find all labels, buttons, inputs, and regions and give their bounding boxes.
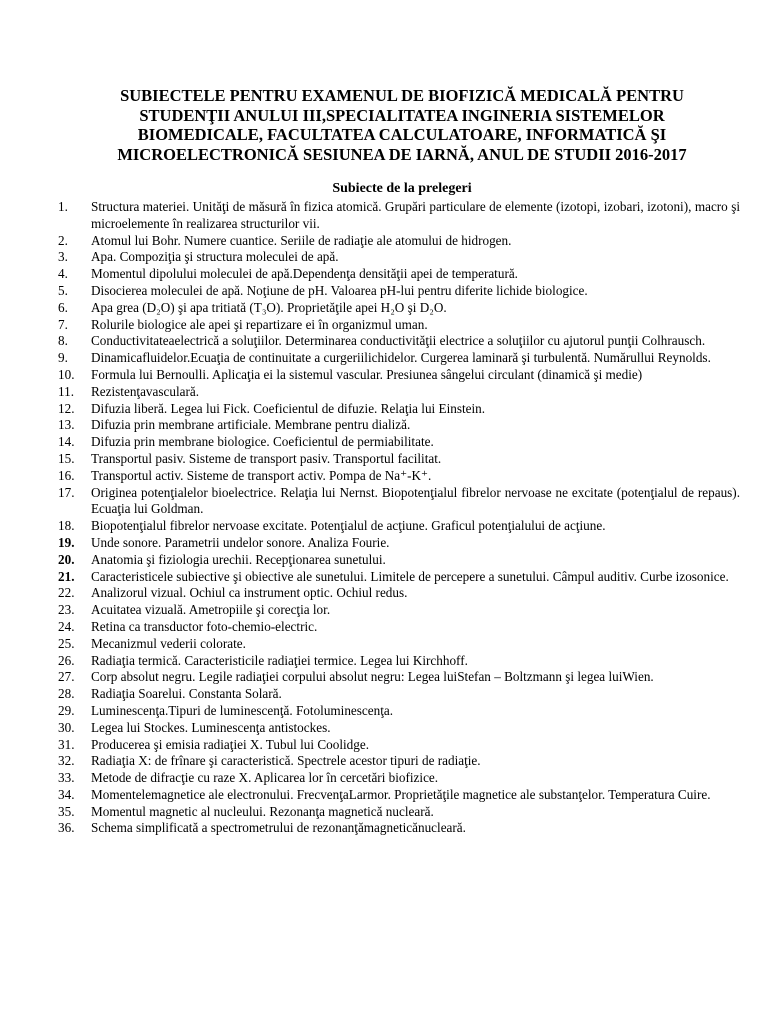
topic-text: Radiaţia Soarelui. Constanta Solară.	[91, 686, 282, 702]
topic-text: Anatomia şi fiziologia urechii. Recepţionarea sunetului.	[91, 551, 386, 567]
list-item	[58, 199, 740, 233]
list-item	[58, 619, 740, 636]
topic-number: 18.	[58, 518, 75, 534]
topic-number: 25.	[58, 635, 75, 651]
topic-number: 34.	[58, 786, 75, 802]
list-item	[58, 401, 740, 418]
list-item	[58, 787, 740, 804]
topic-number: 33.	[58, 770, 75, 786]
topic-text: Unde sonore. Parametrii undelor sonore. Analiza Fourie.	[91, 534, 390, 550]
topic-text: Rolurile biologice ale apei şi repartizare ei în organizmul uman.	[91, 316, 428, 332]
topic-text: Transportul pasiv. Sisteme de transport pasiv. Transportul facilitat.	[91, 450, 442, 466]
topic-number: 2.	[58, 232, 68, 248]
list-item	[58, 737, 740, 754]
topic-number: 26.	[58, 652, 75, 668]
list-item	[58, 350, 740, 367]
topic-number: 30.	[58, 719, 75, 735]
list-item	[58, 552, 740, 569]
list-item	[58, 518, 740, 535]
list-item	[58, 300, 740, 317]
list-item	[58, 585, 740, 602]
list-item	[58, 249, 740, 266]
topic-text: Difuzia liberă. Legea lui Fick. Coeficientul de difuzie. Relaţia lui Einstein.	[91, 400, 486, 416]
topic-number: 20.	[58, 551, 75, 567]
topic-text: Apa grea (D₂O) şi apa tritiată (T₃O). Proprietăţile apei H₂O şi D₂O.	[91, 299, 447, 315]
topic-number: 21.	[58, 568, 75, 584]
list-item	[58, 384, 740, 401]
list-item	[58, 820, 740, 837]
topic-text: Atomul lui Bohr. Numere cuantice. Seriile de radiaţie ale atomului de hidrogen.	[91, 232, 512, 248]
topic-number: 29.	[58, 702, 75, 718]
topic-number: 28.	[58, 686, 75, 702]
topic-number: 10.	[58, 366, 75, 382]
topic-number: 9.	[58, 350, 68, 366]
topic-text: Structura materiei. Unităţi de măsură în fizica atomică. Grupări particulare de elemente (izotopi, izobari, izotoni), macro şi microelemente în realizarea structurilor vii.	[91, 199, 740, 231]
list-item	[58, 417, 740, 434]
topic-text: Momentelemagnetice ale electronului. FrecvenţaLarmor. Proprietăţile magnetice ale substanţelor. Temperatura Cuire.	[91, 786, 711, 802]
list-item	[58, 804, 740, 821]
topic-list	[58, 199, 740, 837]
topic-text: Mecanizmul vederii colorate.	[91, 635, 246, 651]
topic-text: Acuitatea vizuală. Ametropiile şi corecţia lor.	[91, 602, 331, 618]
topic-text: Disocierea moleculei de apă. Noţiune de pH. Valoarea pH-lui pentru diferite lichide biologice.	[91, 282, 588, 298]
topic-text: Biopotenţialul fibrelor nervoase excitate. Potenţialul de acţiune. Graficul potenţialului de acţiune.	[91, 518, 606, 534]
topic-text: Retina ca transductor foto-chemio-electric.	[91, 618, 318, 634]
topic-number: 11.	[58, 383, 74, 399]
topic-number: 13.	[58, 417, 75, 433]
topic-text: Analizorul vizual. Ochiul ca instrument optic. Ochiul redus.	[91, 585, 408, 601]
list-item	[58, 703, 740, 720]
list-item	[58, 434, 740, 451]
topic-number: 23.	[58, 602, 75, 618]
document-title: SUBIECTELE PENTRU EXAMENUL DE BIOFIZICĂ MEDICALĂ PENTRU STUDENŢII ANULUI III,SPECIALITATEA INGINERIA SISTEMELOR BIOMEDICALE, FACULTATEA CALCULATOARE, INFORMATICĂ ŞI MICROELECTRONICĂ SESIUNEA DE IARNĂ, ANUL DE STUDII 2016-2017	[117, 86, 687, 164]
topic-text: Luminescenţa.Tipuri de luminescenţă. Fotoluminescenţa.	[91, 702, 394, 718]
topic-text: Transportul activ. Sisteme de transport activ. Pompa de Na⁺-K⁺.	[91, 467, 432, 483]
topic-text: Difuzia prin membrane artificiale. Membrane pentru dializă.	[91, 417, 411, 433]
topic-number: 14.	[58, 434, 75, 450]
list-item	[58, 770, 740, 787]
list-item	[58, 266, 740, 283]
topic-number: 16.	[58, 467, 75, 483]
topic-text: Corp absolut negru. Legile radiaţiei corpului absolut negru: Legea luiStefan – Boltzmann şi legea luiWien.	[91, 669, 654, 685]
topic-text: Conductivitateaelectrică a soluţiilor. Determinarea conductivităţii electrice a soluţiilor cu ajutorul punţii Colhrausch.	[91, 333, 706, 349]
list-item	[58, 686, 740, 703]
topic-text: Producerea şi emisia radiaţiei X. Tubul lui Coolidge.	[91, 736, 369, 752]
topic-text: Dinamicafluidelor.Ecuaţia de continuitate a curgeriilichidelor. Curgerea laminară şi turbulentă. Numărullui Reynolds.	[91, 350, 711, 366]
topic-text: Apa. Compoziţia şi structura moleculei de apă.	[91, 249, 339, 265]
topic-number: 1.	[58, 199, 68, 214]
list-item	[58, 451, 740, 468]
topic-number: 24.	[58, 618, 75, 634]
topic-number: 15.	[58, 450, 75, 466]
topic-text: Caracteristicele subiective şi obiective ale sunetului. Limitele de percepere a sunetului. Câmpul auditiv. Curbe izosonice.	[91, 568, 729, 584]
topic-text: Momentul dipolului moleculei de apă.Dependenţa densităţii apei de temperatură.	[91, 266, 518, 282]
list-item	[58, 653, 740, 670]
list-item	[58, 535, 740, 552]
topic-text: Formula lui Bernoulli. Aplicaţia ei la sistemul vascular. Presiunea sângelui circulant (dinamică şi medie)	[91, 366, 643, 382]
topic-number: 32.	[58, 753, 75, 769]
topic-text: Rezistenţavasculară.	[91, 383, 200, 399]
topic-text: Difuzia prin membrane biologice. Coeficientul de permiabilitate.	[91, 434, 434, 450]
topic-text: Legea lui Stockes. Luminescenţa antistockes.	[91, 719, 331, 735]
topic-text: Radiaţia termică. Caracteristicile radiaţiei termice. Legea lui Kirchhoff.	[91, 652, 468, 668]
topic-text: Originea potenţialelor bioelectrice. Relaţia lui Nernst. Biopotenţialul fibrelor nervoase ne excitate (potenţialul de repaus). Ecuaţia lui Goldman.	[91, 484, 740, 517]
list-item	[58, 636, 740, 653]
list-item	[58, 720, 740, 737]
list-item	[58, 333, 740, 350]
topic-number: 19.	[58, 534, 75, 550]
topic-number: 7.	[58, 316, 68, 332]
topic-number: 36.	[58, 820, 75, 836]
list-item	[58, 233, 740, 250]
topic-number: 5.	[58, 282, 68, 298]
topic-text: Momentul magnetic al nucleului. Rezonanţa magnetică nucleară.	[91, 803, 434, 819]
topic-text: Schema simplificată a spectrometrului de rezonanţămagneticănucleară.	[91, 820, 466, 836]
topic-text: Metode de difracţie cu raze X. Aplicarea lor în cercetări biofizice.	[91, 770, 439, 786]
list-item	[58, 602, 740, 619]
topic-number: 27.	[58, 669, 75, 685]
list-item	[58, 283, 740, 300]
list-item	[58, 753, 740, 770]
topic-number: 17.	[58, 484, 75, 500]
topic-number: 12.	[58, 400, 75, 416]
topic-number: 6.	[58, 299, 68, 315]
list-item	[58, 468, 740, 485]
topic-text: Radiaţia X: de frînare şi caracteristică. Spectrele acestor tipuri de radiaţie.	[91, 753, 481, 769]
section-subtitle: Subiecte de la prelegeri	[332, 181, 472, 196]
list-item	[58, 317, 740, 334]
topic-number: 8.	[58, 333, 68, 349]
topic-number: 31.	[58, 736, 75, 752]
topic-number: 35.	[58, 803, 75, 819]
list-item	[58, 367, 740, 384]
topic-number: 4.	[58, 266, 68, 282]
topic-number: 22.	[58, 585, 75, 601]
list-item	[58, 569, 740, 586]
list-item	[58, 485, 740, 519]
topic-number: 3.	[58, 249, 68, 265]
list-item	[58, 669, 740, 686]
